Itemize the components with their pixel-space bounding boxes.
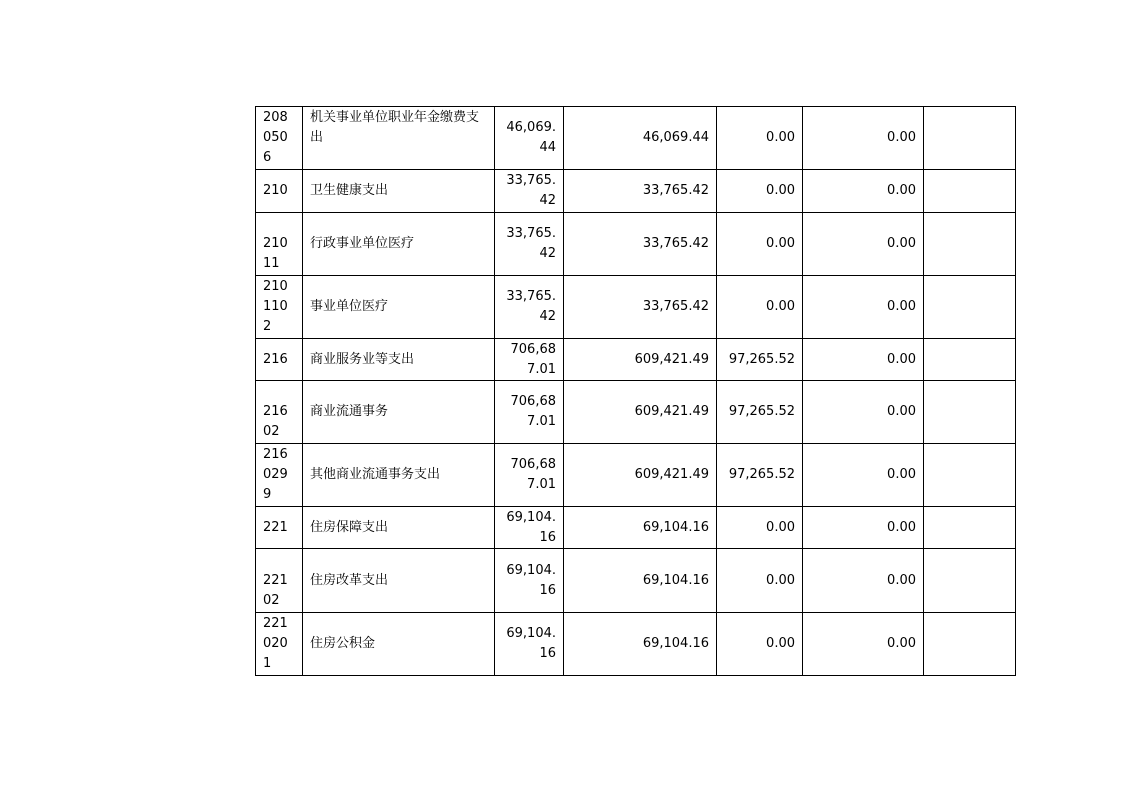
other-cell: 0.00 (803, 107, 924, 170)
total-cell: 33,765.42 (495, 276, 564, 339)
project-cell: 97,265.52 (717, 339, 803, 381)
code-cell: 22102 (256, 549, 303, 613)
project-cell: 0.00 (717, 276, 803, 339)
other-cell: 0.00 (803, 381, 924, 444)
project-cell: 0.00 (717, 613, 803, 676)
table-row (256, 507, 1016, 549)
extra-cell (924, 613, 1016, 676)
other-cell: 0.00 (803, 507, 924, 549)
code-cell: 2080506 (256, 107, 303, 170)
table-row (256, 107, 1016, 170)
basic-cell: 46,069.44 (564, 107, 717, 170)
table-row (256, 549, 1016, 613)
name-cell: 住房公积金 (303, 613, 495, 676)
code-cell: 210 (256, 170, 303, 213)
total-cell: 69,104.16 (495, 613, 564, 676)
name-cell: 商业服务业等支出 (303, 339, 495, 381)
total-cell: 69,104.16 (495, 507, 564, 549)
basic-cell: 33,765.42 (564, 276, 717, 339)
name-cell: 住房保障支出 (303, 507, 495, 549)
total-cell: 33,765.42 (495, 213, 564, 276)
basic-cell: 33,765.42 (564, 170, 717, 213)
basic-cell: 609,421.49 (564, 381, 717, 444)
extra-cell (924, 339, 1016, 381)
total-cell: 33,765.42 (495, 170, 564, 213)
project-cell: 97,265.52 (717, 444, 803, 507)
project-cell: 0.00 (717, 213, 803, 276)
basic-cell: 69,104.16 (564, 549, 717, 613)
name-cell: 卫生健康支出 (303, 170, 495, 213)
code-cell: 216 (256, 339, 303, 381)
name-cell: 住房改革支出 (303, 549, 495, 613)
basic-cell: 69,104.16 (564, 613, 717, 676)
name-cell: 机关事业单位职业年金缴费支出 (303, 107, 495, 170)
name-cell: 事业单位医疗 (303, 276, 495, 339)
extra-cell (924, 507, 1016, 549)
code-cell: 21602 (256, 381, 303, 444)
name-cell: 商业流通事务 (303, 381, 495, 444)
table-row (256, 381, 1016, 444)
project-cell: 0.00 (717, 549, 803, 613)
total-cell: 706,687.01 (495, 339, 564, 381)
basic-cell: 33,765.42 (564, 213, 717, 276)
expenditure-table (255, 106, 1016, 676)
basic-cell: 69,104.16 (564, 507, 717, 549)
code-cell: 21011 (256, 213, 303, 276)
name-cell: 其他商业流通事务支出 (303, 444, 495, 507)
other-cell: 0.00 (803, 613, 924, 676)
name-cell: 行政事业单位医疗 (303, 213, 495, 276)
other-cell: 0.00 (803, 170, 924, 213)
other-cell: 0.00 (803, 339, 924, 381)
extra-cell (924, 276, 1016, 339)
table-row (256, 613, 1016, 676)
basic-cell: 609,421.49 (564, 339, 717, 381)
extra-cell (924, 549, 1016, 613)
code-cell: 221 (256, 507, 303, 549)
table-row (256, 339, 1016, 381)
other-cell: 0.00 (803, 444, 924, 507)
project-cell: 0.00 (717, 507, 803, 549)
extra-cell (924, 170, 1016, 213)
table-row (256, 170, 1016, 213)
extra-cell (924, 444, 1016, 507)
total-cell: 706,687.01 (495, 444, 564, 507)
other-cell: 0.00 (803, 213, 924, 276)
code-cell: 2210201 (256, 613, 303, 676)
total-cell: 46,069.44 (495, 107, 564, 170)
other-cell: 0.00 (803, 549, 924, 613)
project-cell: 97,265.52 (717, 381, 803, 444)
extra-cell (924, 107, 1016, 170)
table-row (256, 213, 1016, 276)
code-cell: 2160299 (256, 444, 303, 507)
table-row (256, 444, 1016, 507)
project-cell: 0.00 (717, 170, 803, 213)
basic-cell: 609,421.49 (564, 444, 717, 507)
code-cell: 2101102 (256, 276, 303, 339)
project-cell: 0.00 (717, 107, 803, 170)
table-row (256, 276, 1016, 339)
total-cell: 69,104.16 (495, 549, 564, 613)
other-cell: 0.00 (803, 276, 924, 339)
total-cell: 706,687.01 (495, 381, 564, 444)
extra-cell (924, 381, 1016, 444)
extra-cell (924, 213, 1016, 276)
